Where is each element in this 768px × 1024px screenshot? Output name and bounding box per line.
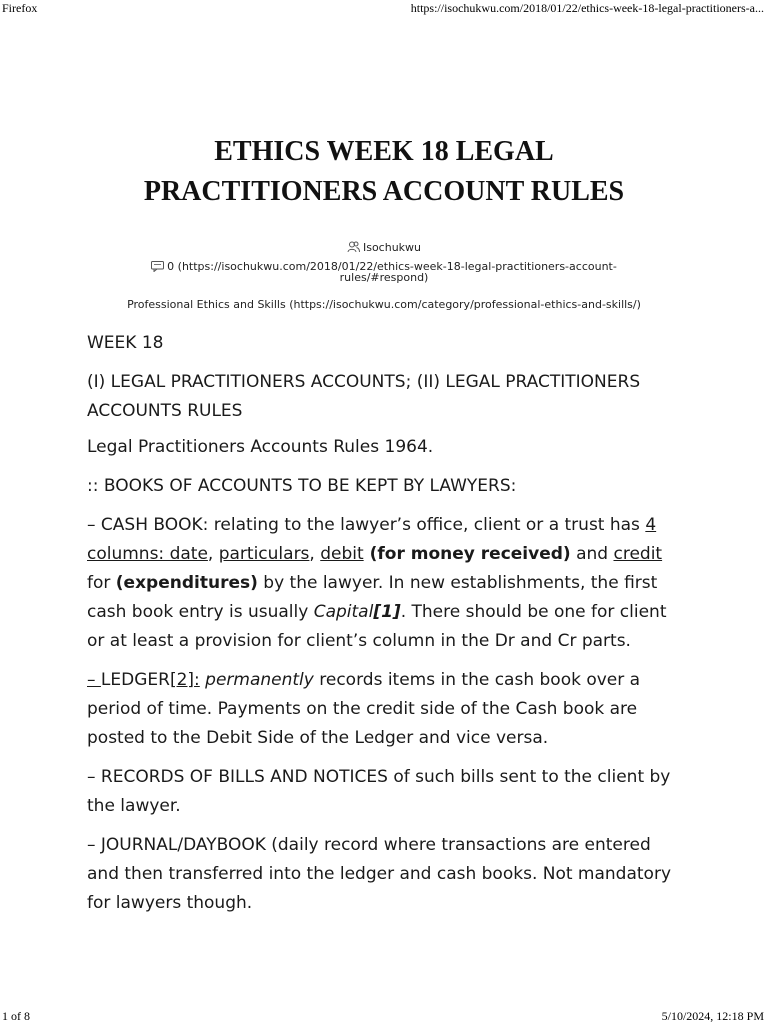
text: . There should be one for client or at least a provision for client’s column in the Dr and Cr parts. bbox=[87, 602, 667, 651]
text: for bbox=[87, 573, 116, 593]
records-paragraph: – RECORDS OF BILLS AND NOTICES of such bills sent to the client by the lawyer. bbox=[87, 767, 671, 816]
journal-paragraph: – JOURNAL/DAYBOOK (daily record where transactions are entered and then transferred into the ledger and cash books. Not mandatory for lawyers though. bbox=[87, 835, 672, 913]
text: ( bbox=[363, 544, 378, 564]
comment-icon bbox=[151, 261, 164, 272]
comments-link-line-2[interactable]: rules/#respond) bbox=[339, 271, 429, 284]
article-title-line-1: ETHICS WEEK 18 LEGAL bbox=[214, 136, 554, 167]
text: , bbox=[309, 544, 321, 564]
print-datetime: 5/10/2024, 12:18 PM bbox=[661, 1009, 764, 1023]
text: and bbox=[570, 544, 614, 564]
link-4[interactable]: 4 bbox=[645, 515, 657, 535]
ledger-paragraph bbox=[87, 666, 687, 753]
page-number: 1 of 8 bbox=[2, 1009, 30, 1023]
category-link[interactable]: Professional Ethics and Skills (https://isochukwu.com/category/professional-ethics-and-skills/) bbox=[127, 298, 641, 311]
article-body bbox=[87, 329, 687, 928]
post-comments[interactable] bbox=[80, 261, 688, 283]
money-received: for money received) bbox=[377, 544, 571, 564]
text: : bbox=[194, 670, 200, 690]
print-header bbox=[0, 1, 768, 16]
article-title bbox=[60, 132, 708, 212]
capital: Capital bbox=[313, 602, 374, 622]
page-url: https://isochukwu.com/2018/01/22/ethics-week-18-legal-practitioners-a... bbox=[410, 1, 764, 15]
link-credit[interactable]: credit bbox=[613, 544, 663, 564]
expenditures: (expenditures) bbox=[115, 573, 258, 593]
link-particulars[interactable]: particulars bbox=[218, 544, 310, 564]
comments-link-line-1[interactable]: 0 (https://isochukwu.com/2018/01/22/ethics-week-18-legal-practitioners-account- bbox=[167, 260, 617, 273]
ledger-label: LEDGER bbox=[100, 670, 170, 690]
permanently: permanently bbox=[205, 670, 314, 690]
article-title-line-2: PRACTITIONERS ACCOUNT RULES bbox=[143, 176, 625, 207]
rules-1964: Legal Practitioners Accounts Rules 1964. bbox=[87, 437, 434, 457]
section-subheading: (I) LEGAL PRACTITIONERS ACCOUNTS; (II) LEGAL PRACTITIONERS ACCOUNTS RULES bbox=[87, 372, 641, 421]
footnote-ref-1[interactable]: [1] bbox=[373, 602, 401, 622]
browser-name: Firefox bbox=[2, 1, 38, 15]
print-footer bbox=[0, 1009, 768, 1024]
books-heading: :: BOOKS OF ACCOUNTS TO BE KEPT BY LAWYERS: bbox=[87, 476, 517, 496]
post-category[interactable] bbox=[40, 299, 728, 310]
text: – CASH BOOK: relating to the lawyer’s office, client or a trust has bbox=[87, 515, 646, 535]
text: records items in the cash book over a period of time. Payments on the credit side of the Cash book are posted to the Debit Side of the Ledger and vice versa. bbox=[87, 670, 641, 748]
footnote-ref-2[interactable]: [2] bbox=[169, 670, 195, 690]
author-name[interactable]: Isochukwu bbox=[362, 241, 422, 254]
text: by the lawyer. In new establishments, the first cash book entry is usually bbox=[87, 573, 658, 622]
user-icon bbox=[347, 241, 360, 253]
link-debit[interactable]: debit bbox=[320, 544, 364, 564]
text: – bbox=[87, 670, 101, 690]
post-author[interactable] bbox=[80, 241, 688, 253]
text: , bbox=[207, 544, 219, 564]
link-columns-date[interactable]: columns: date bbox=[87, 544, 208, 564]
cash-book-paragraph bbox=[87, 511, 687, 656]
week-label: WEEK 18 bbox=[87, 333, 164, 353]
